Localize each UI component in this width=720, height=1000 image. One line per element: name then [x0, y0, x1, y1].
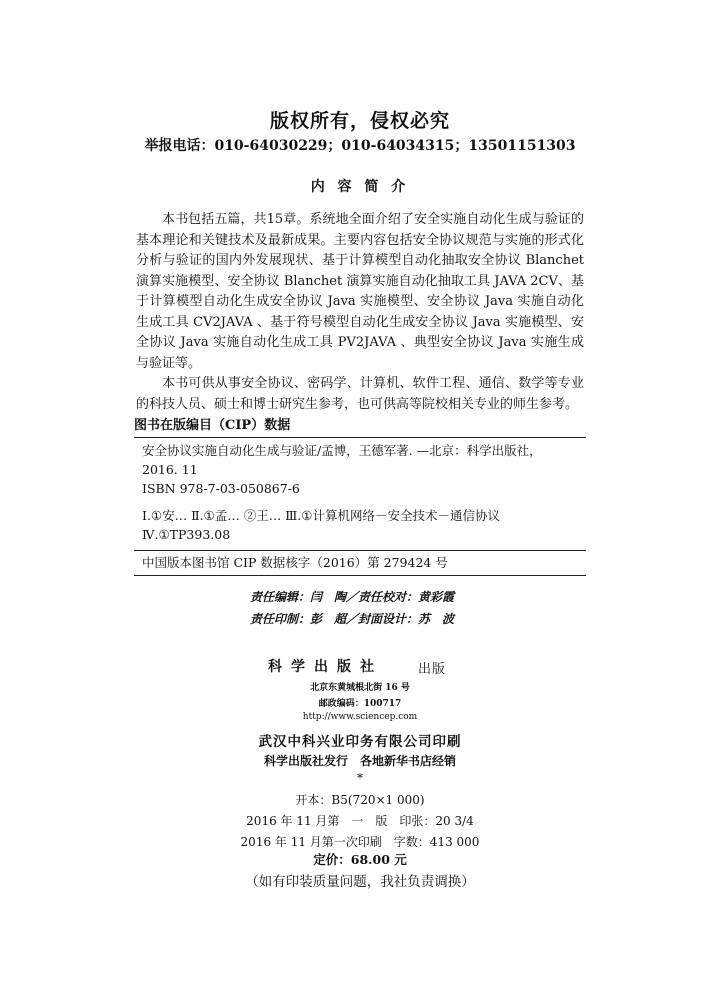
- cip-number: 中国版本图书馆 CIP 数据核字（2016）第 279424 号: [134, 551, 586, 576]
- cip-record: [134, 437, 586, 551]
- cip-class-line: Ⅳ.①TP393.08: [142, 527, 231, 542]
- edition-info: 2016 年 11 月第 一 版 印张：20 3/4: [246, 814, 474, 828]
- cip-title-line: 安全协议实施自动化生成与验证/孟博，王德军著. —北京：科学出版社，: [142, 443, 542, 458]
- editor-credits: [250, 586, 454, 630]
- publisher-url: http://www.sciencep.com: [302, 712, 418, 722]
- summary-paragraph: 本书可供从事安全协议、密码学、计算机、软件工程、通信、数学等专业的科技人员、硕士和博士研究生参考，也可供高等院校相关专业的师生参考。: [136, 376, 584, 412]
- printer-name: 武汉中科兴业印务有限公司印刷: [258, 734, 462, 750]
- publisher-address: 北京东黄城根北街 16 号: [310, 683, 410, 693]
- cip-block: [134, 415, 586, 576]
- book-format: 开本：B5(720×1 000): [295, 793, 425, 807]
- quality-notice: （如有印装质量问题，我社负责调换）: [245, 874, 475, 890]
- price: 定价：68.00 元: [313, 852, 407, 867]
- publisher-zip: 邮政编码：100717: [318, 699, 402, 709]
- distribution: 科学出版社发行 各地新华书店经销: [263, 754, 456, 768]
- publisher-suffix: 出版: [418, 662, 447, 677]
- impression-info: 2016 年 11 月第一次印刷 字数：413 000: [240, 835, 480, 849]
- print-specs: [0, 790, 720, 853]
- report-hotline: 举报电话：010-64030229；010-64034315；13501151303: [144, 138, 576, 154]
- cip-isbn-line: ISBN 978-7-03-050867-6: [142, 481, 300, 496]
- summary-body: [136, 210, 584, 415]
- copyright-notice: 版权所有，侵权必究: [269, 110, 450, 132]
- summary-title: 内 容 简 介: [310, 179, 410, 195]
- separator-star: *: [357, 771, 363, 785]
- cip-heading: 图书在版编目（CIP）数据: [134, 418, 291, 433]
- editor-line: 责任印制：彭 超／封面设计：苏 波: [250, 612, 455, 626]
- editor-line: 责任编辑：闫 陶／责任校对：黄彩霞: [250, 590, 455, 604]
- cip-date-line: 2016. 11: [142, 462, 198, 477]
- publisher-name: 科学出版社: [268, 659, 383, 675]
- summary-paragraph: 本书包括五篇，共15章。系统地全面介绍了安全实施自动化生成与验证的基本理论和关键技术及最新成果。主要内容包括安全协议规范与实施的形式化分析与验证的国内外发展现状、基于计算模型自动化抽取安全协议 Blanchet 演算实施模型、安全协议 Blanchet 演算实施自动化抽取工具 JAVA 2CV、基于计算模型自动化生成安全协议 Java 实施模型、安全协议 Java 实施自动化生成工具 CV2JAVA 、基于符号模型自动化生成安全协议 Java 实施模型、安全协议 Java 实施自动化生成工具 PV2JAVA 、典型安全协议 Java 实施生成与验证等。: [136, 212, 584, 371]
- cip-class-line: Ⅰ.①安… Ⅱ.①孟… ②王… Ⅲ.①计算机网络－安全技术－通信协议: [142, 508, 500, 523]
